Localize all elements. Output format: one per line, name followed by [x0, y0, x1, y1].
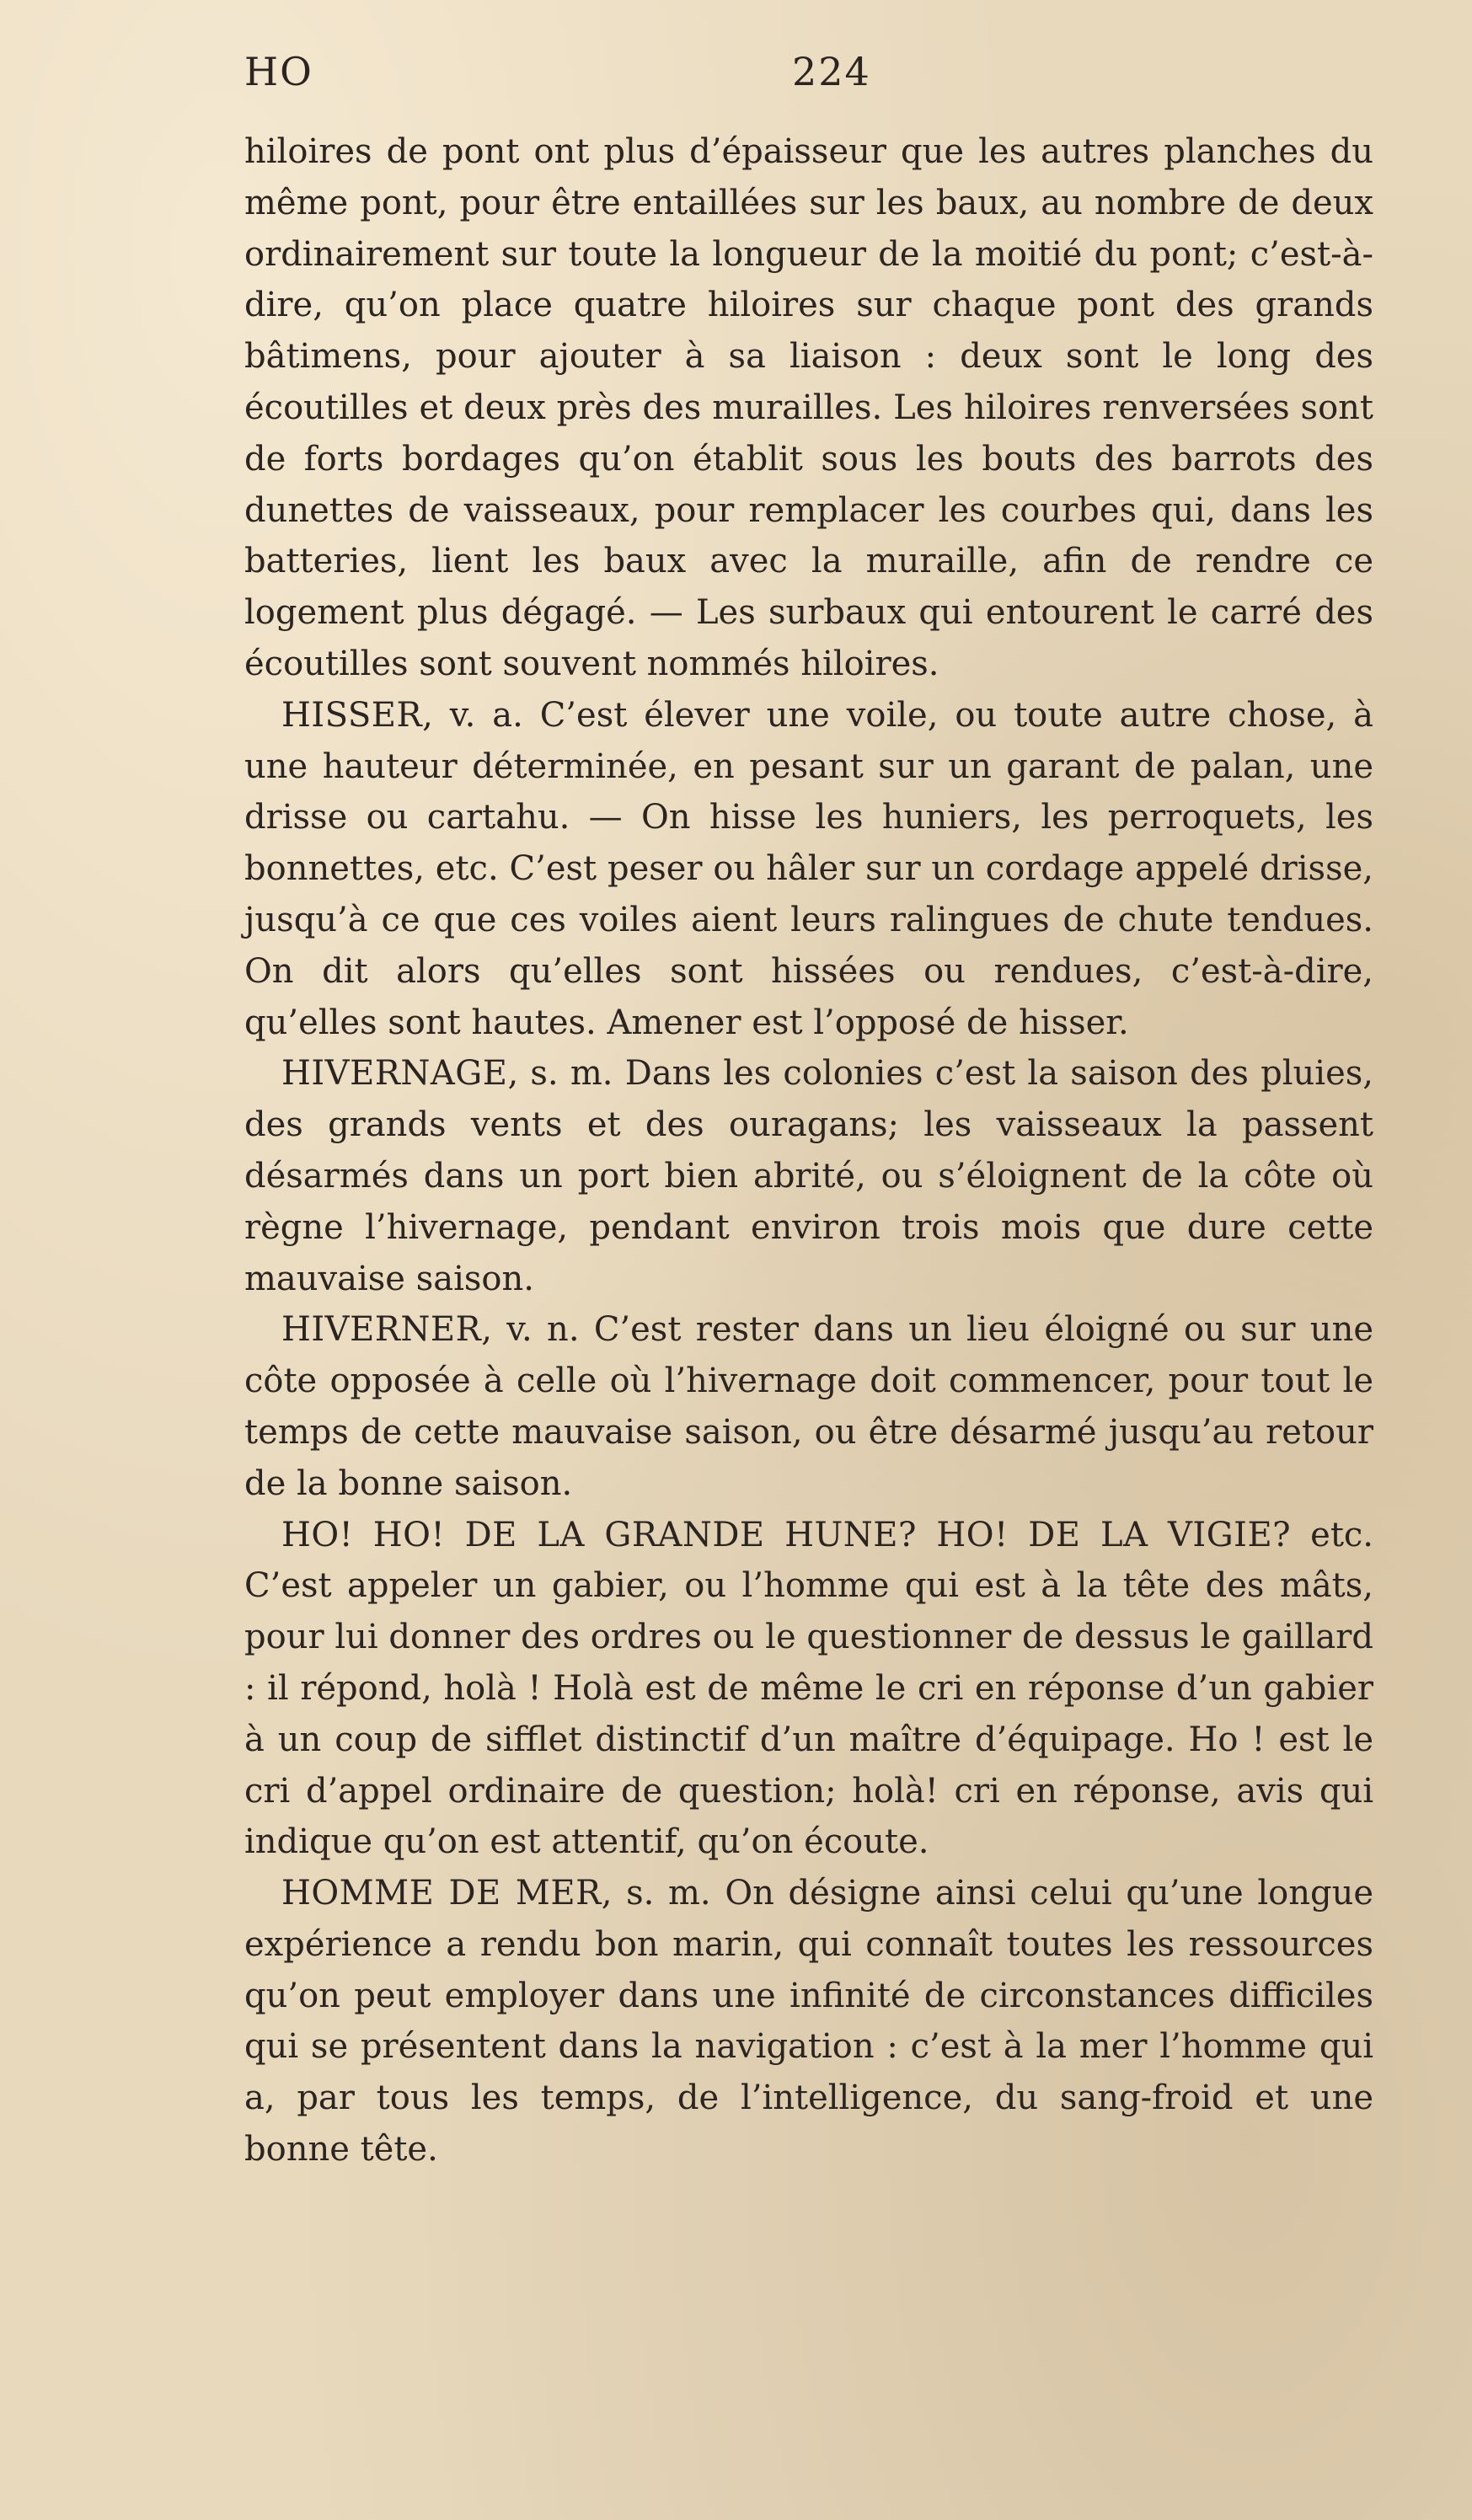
- entry-hiverner: [244, 1304, 1373, 1509]
- entry-text: , v. a. C’est élever une voile, ou toute autre chose, à une hauteur déterminée, en pesant sur un garant de palan, une drisse ou cartahu. — On hisse les huniers, les perroquets, les bonnettes, etc. C’est peser ou hâler sur un cordage appelé drisse, jusqu’à ce que ces voiles aient leurs ralingues de chute tendues. On dit alors qu’elles sont hissées ou rendues, c’est-à-dire, qu’elles sont hautes. Amener est l’opposé de hisser.: [244, 695, 1373, 1042]
- entry-headword: HISSER: [281, 695, 423, 735]
- running-head: HO: [244, 49, 313, 94]
- entry-text: , s. m. On désigne ainsi celui qu’une longue expérience a rendu bon marin, qui connaît toutes les ressources qu’on peut employer dans une infinité de circonstances difficiles qui se présentent dans la navigation : c’est à la mer l’homme qui a, par tous les temps, de l’intelligence, du sang-froid et une bonne tête.: [244, 1874, 1373, 2170]
- entry-continuation: [244, 126, 1373, 690]
- entry-headword: HO! HO! DE LA GRANDE HUNE? HO! DE LA VIGIE?: [281, 1515, 1292, 1554]
- entry-ho: [244, 1510, 1373, 1869]
- entry-hivernage: [244, 1048, 1373, 1304]
- entry-hisser: [244, 690, 1373, 1049]
- entry-text: , v. n. C’est rester dans un lieu éloigné ou sur une côte opposée à celle où l’hivernage doit commencer, pour tout le temps de cette mauvaise saison, ou être désarmé jusqu’au retour de la bonne saison.: [244, 1310, 1373, 1503]
- dictionary-text: [244, 126, 1373, 2175]
- entry-headword: HIVERNAGE: [281, 1054, 508, 1094]
- entry-text: hiloires de pont ont plus d’épaisseur que les autres planches du même pont, pour être entaillées sur les baux, au nombre de deux ordinairement sur toute la longueur de la moitié du pont; c’est-à-dire, qu’on place quatre hiloires sur chaque pont des grands bâtimens, pour ajouter à sa liaison : deux sont le long des écoutilles et deux près des murailles. Les hiloires renversées sont de forts bordages qu’on établit sous les bouts des barrots des dunettes de vaisseaux, pour remplacer les courbes qui, dans les batteries, lient les baux avec la muraille, afin de rendre ce logement plus dégagé. — Les surbaux qui entourent le carré des écoutilles sont souvent nommés hiloires.: [244, 132, 1373, 683]
- entry-text: , s. m. Dans les colonies c’est la saison des pluies, des grands vents et des ouragans; les vaisseaux la passent désarmés dans un port bien abrité, ou s’éloignent de la côte où règne l’hivernage, pendant environ trois mois que dure cette mauvaise saison.: [244, 1054, 1373, 1298]
- entry-text: etc. C’est appeler un gabier, ou l’homme qui est à la tête des mâts, pour lui donner des ordres ou le questionner de dessus le gaillard : il répond, holà ! Holà est de même le cri en réponse d’un gabier à un coup de sifflet distinctif d’un maître d’équipage. Ho ! est le cri d’appel ordinaire de question; holà! cri en réponse, avis qui indique qu’on est attentif, qu’on écoute.: [244, 1515, 1374, 1862]
- entry-headword: HIVERNER: [281, 1310, 482, 1350]
- entry-headword: HOMME DE MER: [281, 1874, 602, 1913]
- entry-homme-de-mer: [244, 1868, 1373, 2175]
- page-number: 224: [792, 49, 871, 94]
- page-header: [244, 49, 1365, 108]
